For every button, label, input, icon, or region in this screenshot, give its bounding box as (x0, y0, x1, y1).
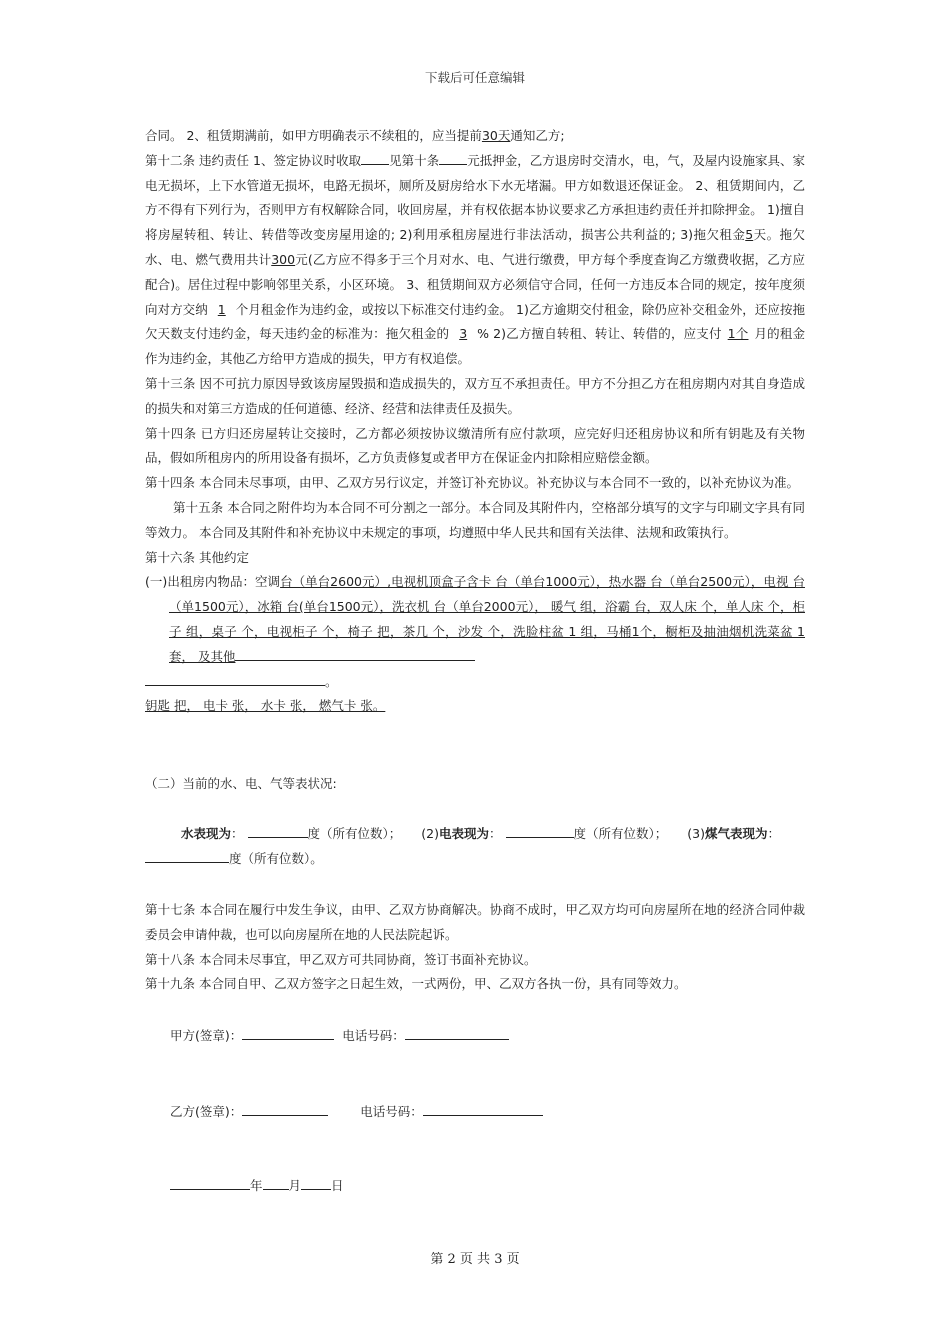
month-label: 月 (288, 1178, 302, 1193)
text-span: 。 (325, 673, 338, 689)
text-span: % 2)乙方擅自转租、转让、转借的，应支付 (477, 326, 722, 342)
blank-field (439, 149, 467, 165)
article-14-handover: 第十四条 已方归还房屋转让交接时，乙方都必须按协议缴清所有应付款项，应完好归还租房协议和所有钥匙及有关物品，假如所租房内的所用设备有损坏，乙方负责修复或者甲方在保证金内扣除相应赔偿金额。 (145, 425, 805, 466)
text-span: 见第十条 (389, 152, 440, 168)
article-17: 第十七条 本合同在履行中发生争议，由甲、乙双方协商解决。协商不成时，甲乙双方均可向房屋所在地的经济合同仲裁委员会申请仲裁，也可以向房屋所在地的人民法院起诉。 (145, 902, 805, 942)
article-19: 第十九条 本合同自甲、乙双方签字之日起生效，一式两份，甲、乙双方各执一份，具有同等效力。 (145, 976, 687, 992)
furniture-list-end (145, 670, 805, 695)
gas-reading-field (145, 847, 229, 863)
day-field (301, 1174, 331, 1190)
text-span: 个月租金作为违约金，或按以下标准交付违约金。 1)乙方逾期交付租金，除仍应补交租金外，还应按拖欠天数支付违约金，每天违约金的标准为：拖欠租金的 (145, 301, 805, 342)
date-line (170, 1174, 344, 1194)
page-header: 下载后可任意编辑 (424, 70, 525, 85)
colon: ： (767, 826, 780, 841)
article-13: 第十三条 因不可抗力原因导致该房屋毁损和造成损失的，双方互不承担责任。甲方不分担乙方在租房期内对其自身造成的损失和对第三方造成的任何道德、经济、经营和法律责任及损失。 (145, 375, 805, 416)
blank-field (361, 149, 389, 165)
notice-days: 30天 (481, 128, 511, 143)
colon: ： (231, 826, 244, 841)
meter-readings (145, 822, 805, 847)
text-span: 第十二条 违约责任 1、签定协议时收取 (145, 152, 362, 168)
year-field (170, 1174, 250, 1190)
furniture-items: 台（单台2600元）,电视机顶盒子含卡 台（单台1000元），热水器 台（单台2500元），电视 台（单1500元），冰箱 台(单台1500元），洗衣机 台（单台2000元）， 暖气 组，浴霸 台，双人床 个，单人床 个，柜子 组，桌子 个，电视柜子 个，椅子 把，茶几 个，沙发 个，洗脸柱盆 1 组，马桶1个，橱柜及抽油烟机洗菜盆 1套， 及其他 (169, 574, 805, 664)
paragraph-renewal-notice (145, 124, 805, 149)
unit-text: 度（所有位数）。 (229, 851, 323, 866)
article-18: 第十八条 本合同未尽事宜，甲乙双方可共同协商，签订书面补充协议。 (145, 951, 537, 967)
party-b-signature-line (170, 1100, 543, 1120)
article-16-title: 第十六条 其他约定 (145, 549, 249, 565)
year-label: 年 (250, 1178, 263, 1193)
unit-text: 度（所有位数）； (573, 826, 668, 841)
party-b-signature-field (242, 1100, 328, 1116)
article-12 (145, 149, 805, 372)
month-field (263, 1174, 289, 1190)
page-footer: 第 2 页 共 3 页 (430, 1252, 520, 1267)
text-span: 通知乙方; (510, 128, 565, 143)
text-span: (3) (687, 826, 705, 841)
contract-body (145, 124, 805, 719)
text-span: (一)出租房内物品：空调 (145, 574, 281, 590)
articles-17-19 (145, 898, 805, 997)
text-span: 月的租金作为违约金，其他乙方给甲方造成的损失，甲方有权追偿。 (145, 326, 805, 367)
blank-field (235, 645, 475, 661)
overdue-days: 5 (745, 227, 754, 243)
colon: ： (489, 826, 502, 841)
text-span: 天。拖欠水、电、燃气费用共计 (145, 227, 805, 267)
penalty-rate: 3 (459, 326, 468, 342)
electric-meter-label: 电表现为 (438, 826, 489, 841)
text-span: (2) (421, 826, 439, 841)
article-14-supplement: 第十四条 本合同未尽事项，由甲、乙双方另行议定，并签订补充协议。补充协议与本合同不一致的，以补充协议为准。 (145, 475, 799, 491)
blank-field (145, 670, 325, 686)
gas-reading-line (145, 847, 805, 872)
electric-reading-field (506, 822, 574, 838)
party-a-label: 甲方(签章)： (170, 1028, 243, 1043)
party-a-signature-field (242, 1024, 334, 1040)
article-15: 第十五条 本合同之附件均为本合同不可分割之一部分。本合同及其附件内，空格部分填写的文字与印刷文字具有同等效力。 本合同及其附件和补充协议中未规定的事项，均遵照中华人民共和国有关法律、法规和政策执行。 (145, 499, 805, 540)
keys-cards: 钥匙 把， 电卡 张， 水卡 张， 燃气卡 张。 (145, 698, 386, 714)
text-span: 合同。 2、租赁期满前，如甲方明确表示不续租的，应当提前 (145, 128, 482, 143)
utility-amount: 300 (271, 251, 296, 267)
party-b-label: 乙方(签章)： (170, 1104, 243, 1119)
party-b-phone-field (423, 1100, 543, 1116)
gas-meter-label: 煤气表现为 (704, 826, 768, 841)
text-span: 元(乙方应不得多于三个月对水、电、气进行缴费，甲方每个季度查询乙方缴费收据，乙方应配合)。居住过程中影响邻里关系，小区环境。 3、租赁期间双方必须信守合同，任何一方违反本合同的规定，按年度须向对方交纳 (145, 251, 805, 317)
phone-label: 电话号码： (360, 1104, 423, 1119)
party-a-phone-field (405, 1024, 509, 1040)
water-meter-label: 水表现为 (181, 826, 232, 841)
day-label: 日 (331, 1178, 344, 1193)
party-a-signature-line (170, 1024, 509, 1044)
phone-label: 电话号码： (342, 1028, 405, 1043)
penalty-months: 1 (217, 301, 226, 317)
furniture-list (145, 570, 805, 669)
meters-title: （二）当前的水、电、气等表状况: (145, 776, 337, 791)
text-span: 元抵押金，乙方退房时交清水，电，气，及屋内设施家具、家电无损坏，上下水管道无损坏，电路无损坏，厕所及厨房给水下水无堵漏。甲方如数退还保证金。 2、租赁期间内，乙方不得有下列行为，否则甲方有权解除合同，收回房屋，并有权依据本协议要求乙方承担违约责任并扣除押金。 1)擅自将房屋转租、转让、转借等改变房屋用途的; 2)利用承租房屋进行非法活动，损害公共利益的; 3)拖欠租金 (145, 152, 805, 243)
unit-text: 度（所有位数）； (307, 826, 402, 841)
penalty-count: 1个 (727, 326, 749, 342)
water-reading-field (248, 822, 308, 838)
